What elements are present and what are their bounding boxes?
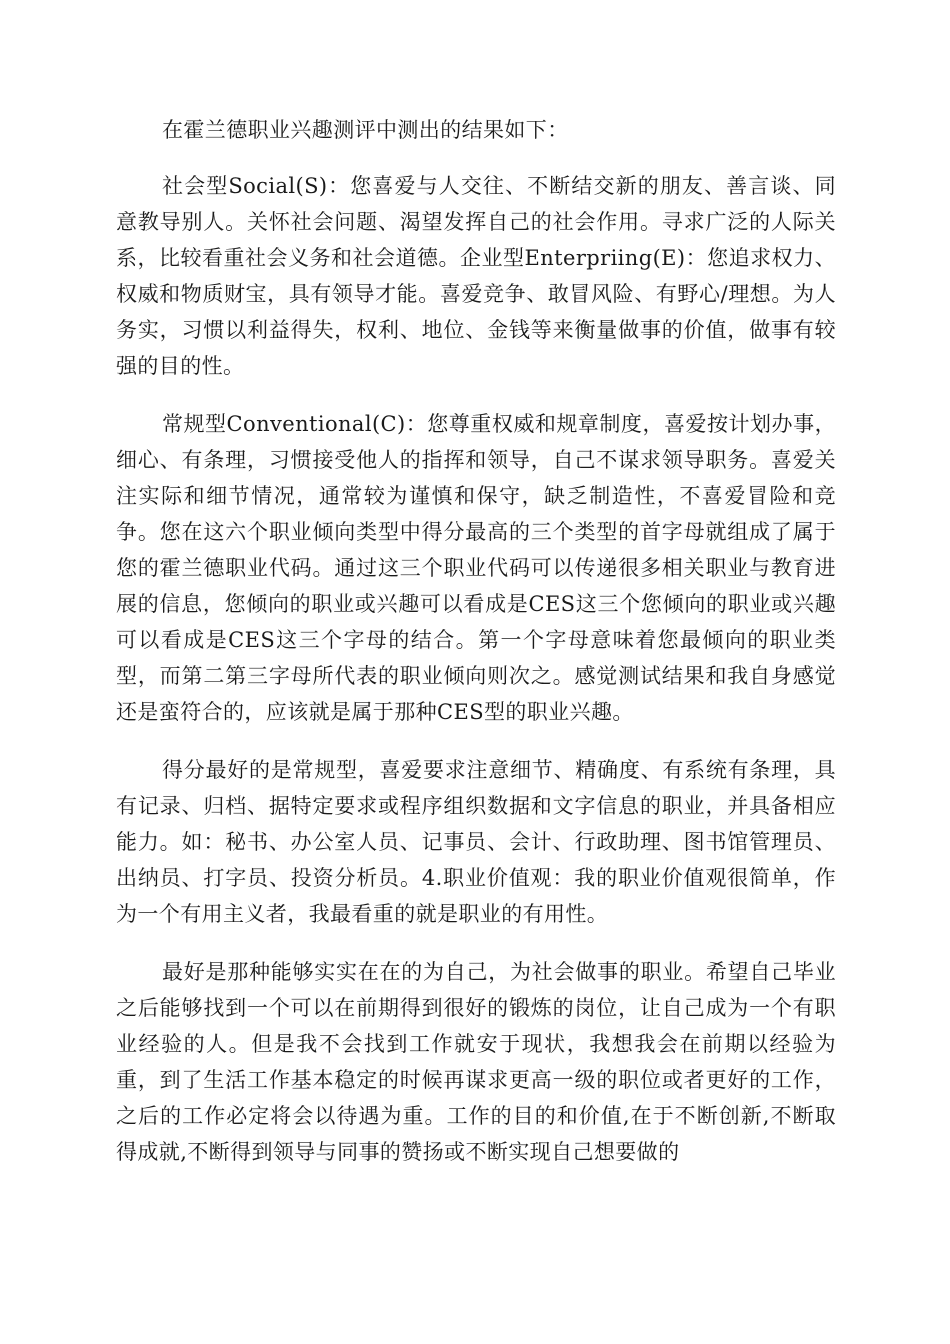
paragraph-conventional: 常规型Conventional(C)：您尊重权威和规章制度，喜爱按计划办事，细心、有条理，习惯接受他人的指挥和领导，自己不谋求领导职务。喜爱关注实际和细节情况，通常较为谨慎和保守，缺乏制造性，不喜爱冒险和竞争。您在这六个职业倾向类型中得分最高的三个类型的首字母就组成了属于您的霍兰德职业代码。通过这三个职业代码可以传递很多相关职业与教育进展的信息，您倾向的职业或兴趣可以看成是CES这三个您倾向的职业或兴趣可以看成是CES这三个字母的结合。第一个字母意味着您最倾向的职业类型，而第二第三字母所代表的职业倾向则次之。感觉测试结果和我自身感觉还是蛮符合的，应该就是属于那种CES型的职业兴趣。 [116, 412, 836, 724]
paragraph-social-enterprising: 社会型Social(S)：您喜爱与人交往、不断结交新的朋友、善言谈、同意教导别人。关怀社会问题、渴望发挥自己的社会作用。寻求广泛的人际关系，比较看重社会义务和社会道德。企业型Enterpriing(E)：您追求权力、权威和物质财宝，具有领导才能。喜爱竞争、敢冒风险、有野心/理想。为人务实，习惯以利益得失，权利、地位、金钱等来衡量做事的价值，做事有较强的目的性。 [116, 174, 836, 378]
paragraph-best-score: 得分最好的是常规型，喜爱要求注意细节、精确度、有系统有条理，具有记录、归档、据特定要求或程序组织数据和文字信息的职业，并具备相应能力。如：秘书、办公室人员、记事员、会计、行政助理、图书馆管理员、出纳员、打字员、投资分析员。4.职业价值观：我的职业价值观很简单，作为一个有用主义者，我最看重的就是职业的有用性。 [116, 758, 836, 926]
document-body [116, 112, 836, 1192]
paragraph-intro: 在霍兰德职业兴趣测评中测出的结果如下： [162, 118, 569, 142]
paragraph-career-values: 最好是那种能够实实在在的为自己，为社会做事的职业。希望自己毕业之后能够找到一个可以在前期得到很好的锻炼的岗位，让自己成为一个有职业经验的人。但是我不会找到工作就安于现状，我想我会在前期以经验为重，到了生活工作基本稳定的时候再谋求更高一级的职位或者更好的工作，之后的工作必定将会以待遇为重。工作的目的和价值,在于不断创新,不断取得成就,不断得到领导与同事的赞扬或不断实现自己想要做的 [116, 960, 836, 1164]
